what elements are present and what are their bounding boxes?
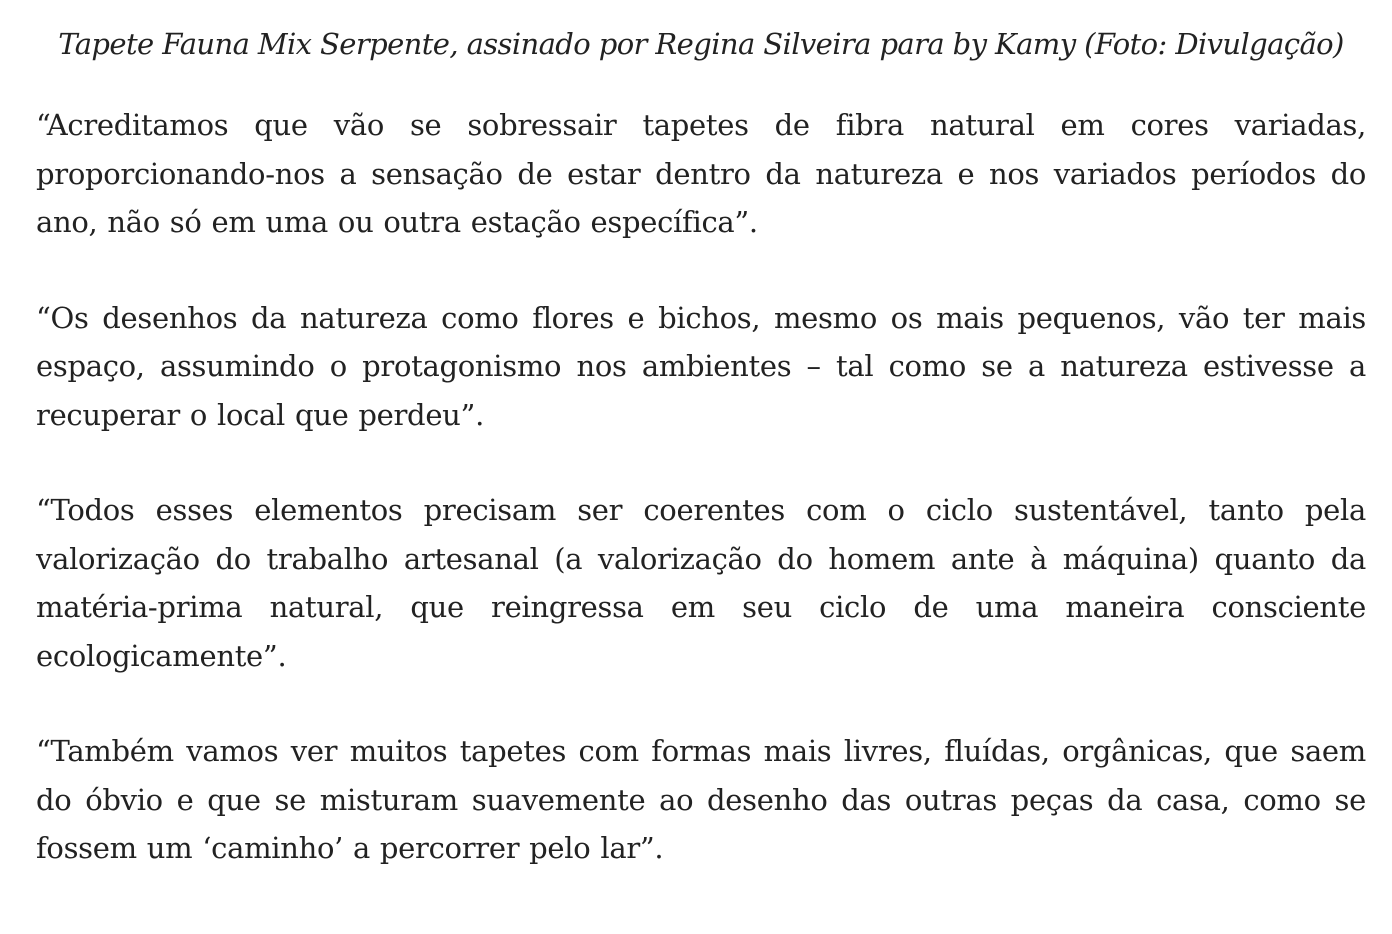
image-caption: Tapete Fauna Mix Serpente, assinado por Regina Silveira para by Kamy (Foto: Divulgação) (58, 27, 1344, 61)
article-body (36, 0, 1366, 873)
quote-paragraph-1: “Acreditamos que vão se sobressair tapetes de fibra natural em cores variadas, proporcionando-nos a sensação de estar dentro da natureza e nos variados períodos do ano, não só em uma ou outra estação específica”. (36, 108, 1366, 239)
quote-paragraph-3: “Todos esses elementos precisam ser coerentes com o ciclo sustentável, tanto pela valorização do trabalho artesanal (a valorização do homem ante à máquina) quanto da matéria-prima natural, que reingressa em seu ciclo de uma maneira consciente ecologicamente”. (36, 493, 1366, 673)
quote-paragraph-4: “Também vamos ver muitos tapetes com formas mais livres, fluídas, orgânicas, que saem do óbvio e que se misturam suavemente ao desenho das outras peças da casa, como se fossem um ‘caminho’ a percorrer pelo lar”. (36, 734, 1366, 865)
quote-paragraph-2: “Os desenhos da natureza como flores e bichos, mesmo os mais pequenos, vão ter mais espaço, assumindo o protagonismo nos ambientes – tal como se a natureza estivesse a recuperar o local que perdeu”. (36, 300, 1366, 432)
